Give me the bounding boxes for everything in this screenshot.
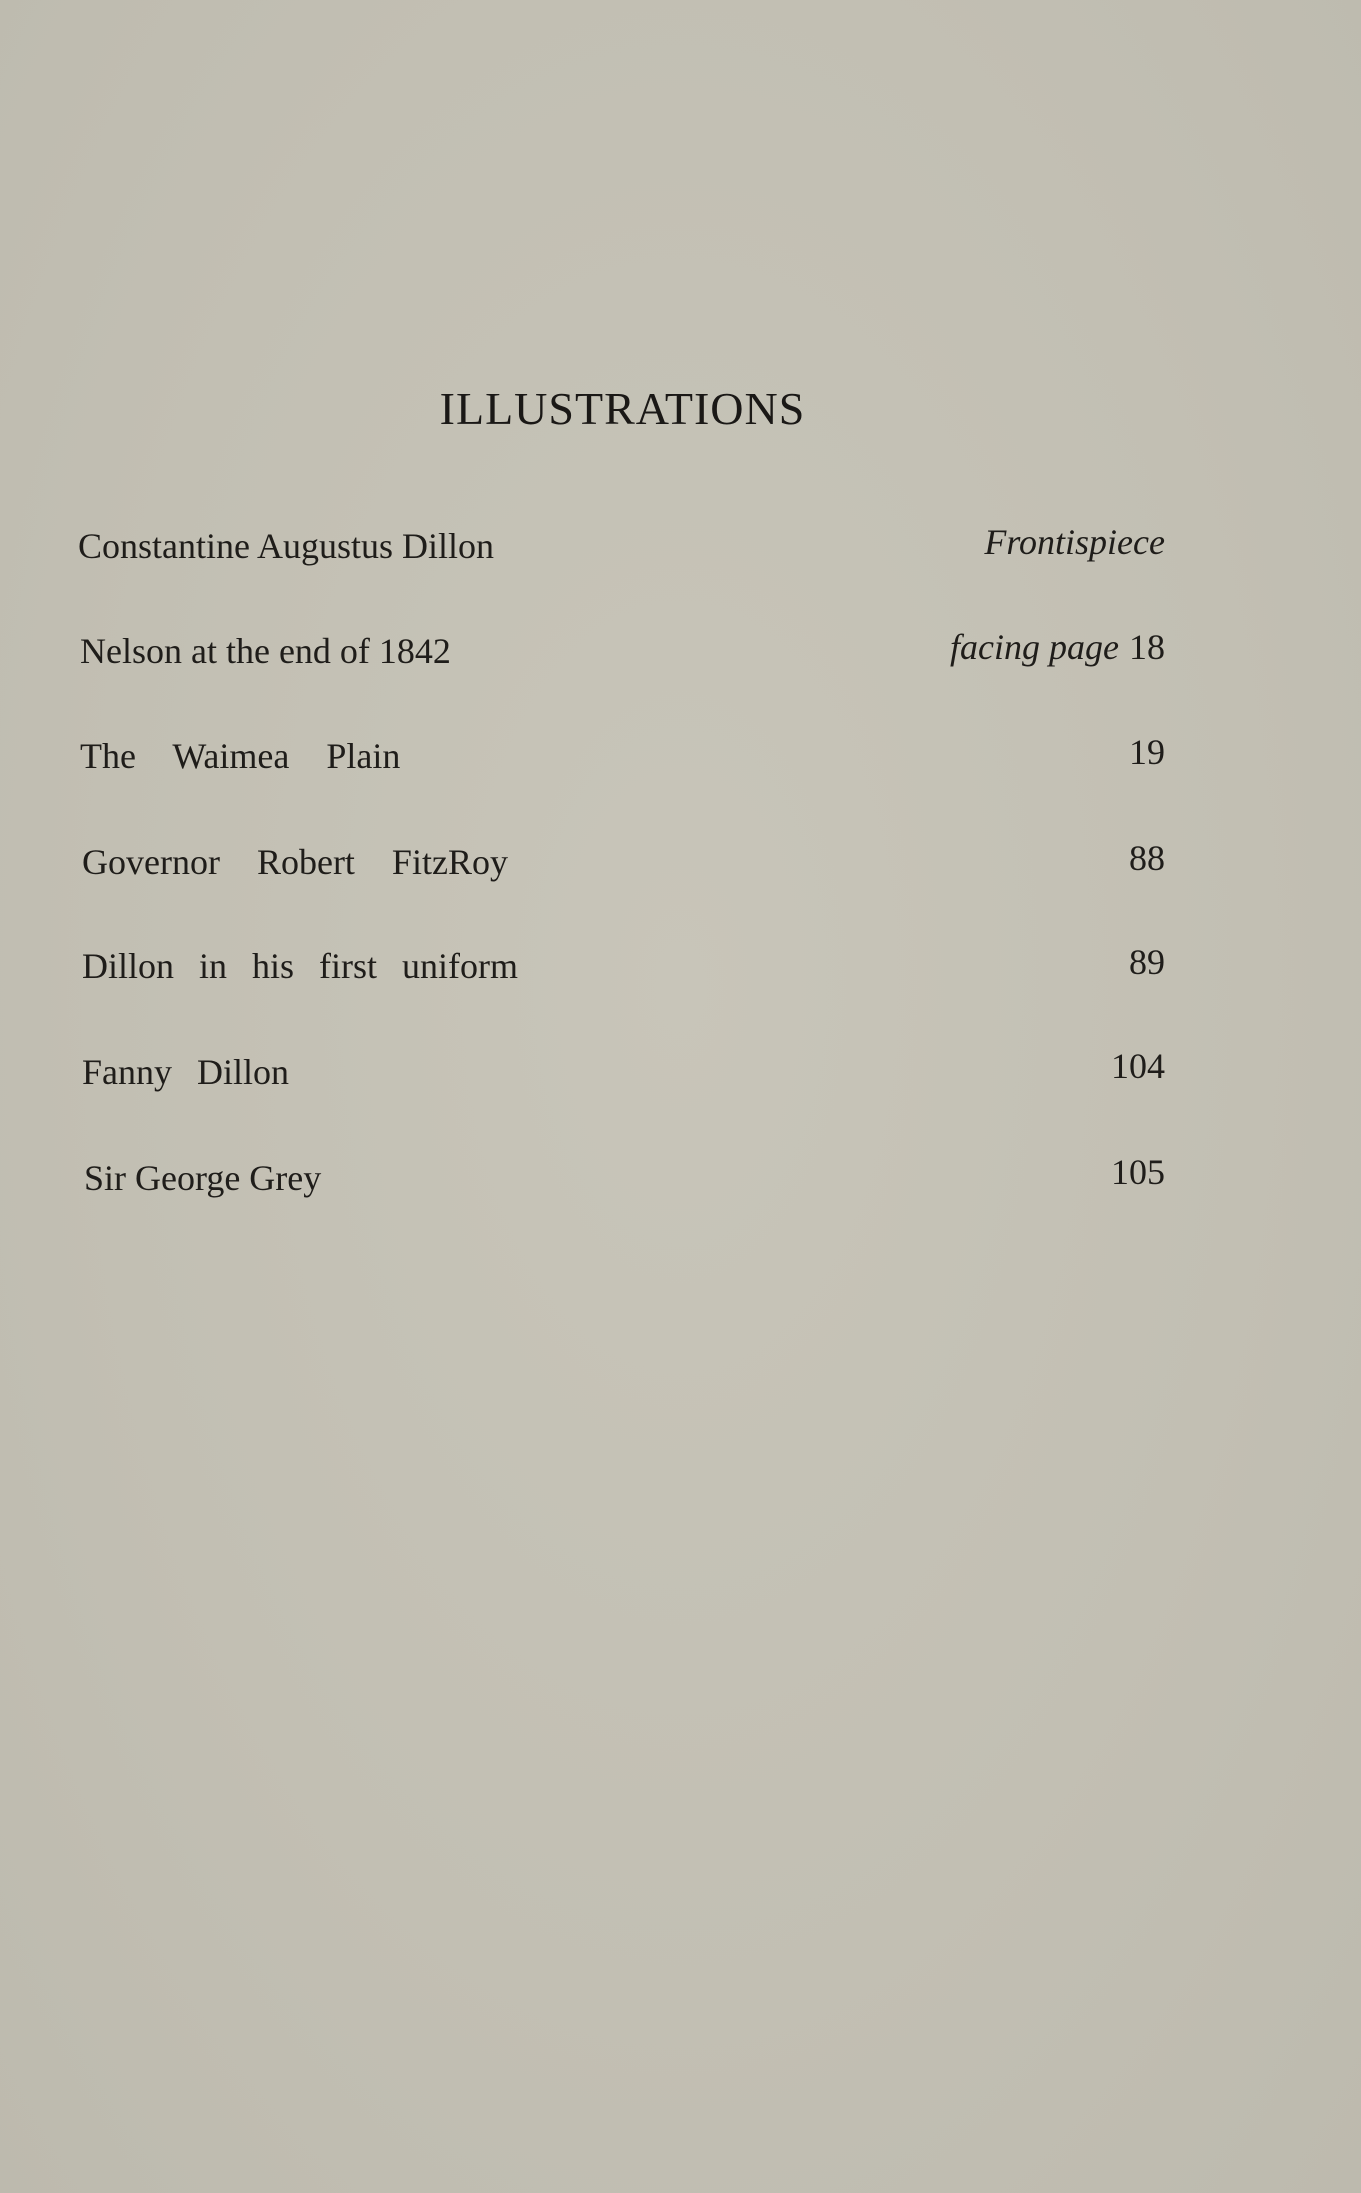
illustration-page-ref: [1111, 1045, 1165, 1087]
illustration-entry: [0, 942, 1361, 1005]
illustration-entry: [0, 627, 1361, 690]
page-number: 88: [1129, 838, 1165, 878]
illustration-caption: Sir George Grey: [84, 1158, 322, 1198]
page-number: 105: [1111, 1152, 1165, 1192]
page-title: ILLUSTRATIONS: [439, 383, 806, 434]
illustration-entry: [0, 1152, 1361, 1217]
illustration-page-ref: [950, 626, 1165, 668]
page-number: 19: [1129, 732, 1165, 772]
illustration-page-ref: [1129, 837, 1165, 879]
illustration-entry: [0, 522, 1361, 585]
page-number: 104: [1111, 1046, 1165, 1086]
illustration-page-ref: [1111, 1151, 1165, 1193]
page-number: 89: [1129, 942, 1165, 982]
illustration-page-ref: [1129, 731, 1165, 773]
illustration-caption: Fanny Dillon: [82, 1052, 290, 1092]
illustration-entry: [0, 1046, 1361, 1111]
illustration-page-ref: [984, 521, 1165, 563]
facing-page-label: facing page: [950, 627, 1119, 667]
illustration-entry: [0, 732, 1361, 795]
page-number: 18: [1129, 627, 1165, 667]
illustration-entry: [0, 838, 1361, 901]
illustration-caption: Constantine Augustus Dillon: [78, 526, 495, 566]
illustration-page-ref: [1129, 941, 1165, 983]
illustration-caption: The Waimea Plain: [80, 736, 401, 776]
illustration-caption: Nelson at the end of 1842: [80, 631, 451, 671]
illustration-caption: Dillon in his first uniform: [82, 946, 518, 986]
illustration-caption: Governor Robert FitzRoy: [82, 842, 508, 882]
frontispiece-label: Frontispiece: [984, 522, 1165, 562]
